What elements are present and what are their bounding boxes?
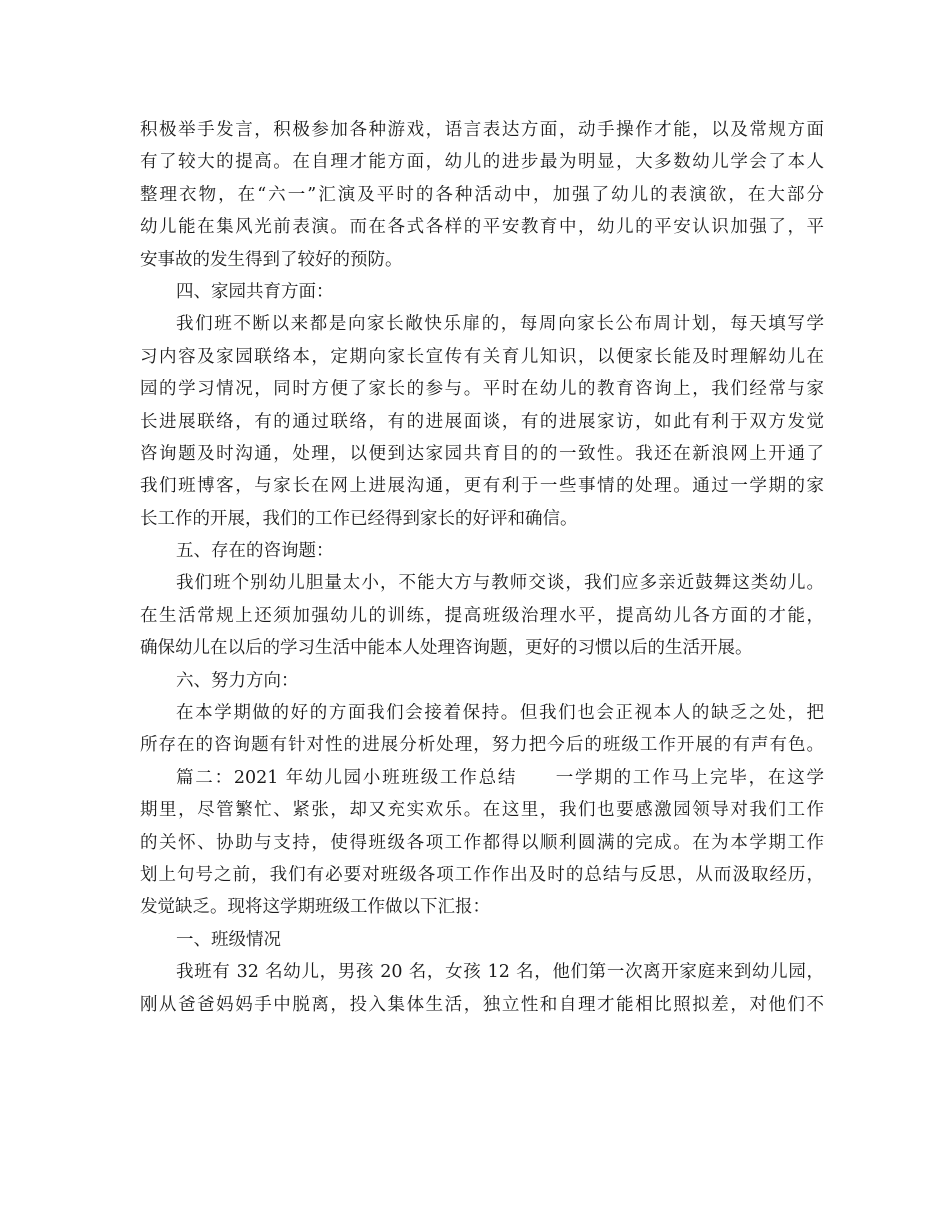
text-line: 有了较大的提高。在自理才能方面，幼儿的进步最为明显，大多数幼儿学会了本人 <box>140 152 824 173</box>
text-line: 期里，尽管繁忙、紧张，却又充实欢乐。在这里，我们也要感激园领导对我们工作 <box>140 800 824 821</box>
text-line: 确保幼儿在以后的学习生活中能本人处理咨询题，更好的习惯以后的生活开展。 <box>140 638 753 659</box>
text-line: 幼儿能在集风光前表演。而在各式各样的平安教育中，幼儿的平安认识加强了，平 <box>140 217 824 238</box>
text-line: 整理衣物，在“六一”汇演及平时的各种活动中，加强了幼儿的表演欲，在大部分 <box>140 184 824 205</box>
text-line: 我班有 32 名幼儿，男孩 20 名，女孩 12 名，他们第一次离开家庭来到幼儿园， <box>176 962 824 983</box>
text-line: 长工作的开展，我们的工作已经得到家长的好评和确信。 <box>140 508 578 529</box>
text-line: 在生活常规上还须加强幼儿的训练，提高班级治理水平，提高幼儿各方面的才能， <box>140 605 824 626</box>
text-line: 我们班不断以来都是向家长敞快乐扉的，每周向家长公布周计划，每天填写学 <box>176 314 824 335</box>
text-line: 五、存在的咨询题： <box>176 541 334 562</box>
text-line: 园的学习情况，同时方便了家长的参与。平时在幼儿的教育咨询上，我们经常与家 <box>140 379 824 400</box>
text-line: 发觉缺乏。现将这学期班级工作做以下汇报： <box>140 897 490 918</box>
text-line: 刚从爸爸妈妈手中脱离，投入集体生活，独立性和自理才能相比照拟差，对他们不 <box>140 994 824 1015</box>
text-line: 四、家园共育方面： <box>176 281 334 302</box>
text-line: 长进展联络，有的通过联络，有的进展面谈，有的进展家访，如此有利于双方发觉 <box>140 411 824 432</box>
text-line: 我们班博客，与家长在网上进展沟通，更有利于一些事情的处理。通过一学期的家 <box>140 476 824 497</box>
text-line: 我们班个别幼儿胆量太小，不能大方与教师交谈，我们应多亲近鼓舞这类幼儿。 <box>176 573 824 594</box>
text-line: 咨询题及时沟通，处理，以便到达家园共育目的的一致性。我还在新浪网上开通了 <box>140 443 824 464</box>
text-line: 六、努力方向： <box>176 670 299 691</box>
text-line: 的关怀、协助与支持，使得班级各项工作都得以顺利圆满的完成。在为本学期工作 <box>140 832 824 853</box>
text-line: 安事故的发生得到了较好的预防。 <box>140 249 403 270</box>
text-line: 所存在的咨询题有针对性的进展分析处理，努力把今后的班级工作开展的有声有色。 <box>140 735 824 756</box>
text-line: 积极举手发言，积极参加各种游戏，语言表达方面，动手操作才能，以及常规方面 <box>140 120 824 140</box>
text-line: 在本学期做的好的方面我们会接着保持。但我们也会正视本人的缺乏之处，把 <box>176 703 824 724</box>
document-body <box>140 114 824 1021</box>
text-line: 习内容及家园联络本，定期向家长宣传有关育儿知识，以便家长能及时理解幼儿在 <box>140 346 824 367</box>
text-line: 一、班级情况 <box>176 929 281 950</box>
text-line: 篇二：2021 年幼儿园小班班级工作总结 一学期的工作马上完毕，在这学 <box>176 767 824 788</box>
text-line: 划上句号之前，我们有必要对班级各项工作作出及时的总结与反思，从而汲取经历， <box>140 864 824 885</box>
